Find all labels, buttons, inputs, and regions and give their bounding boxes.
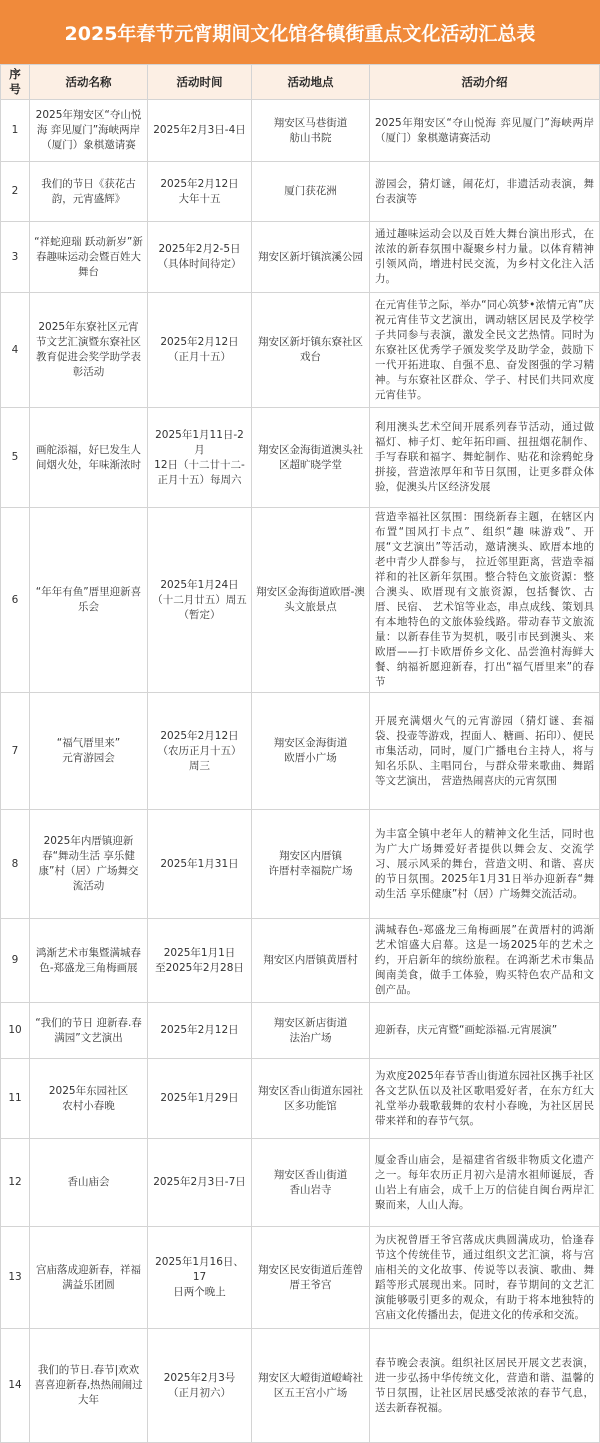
cell-name: “我们的节日 迎新春.春满园”文艺演出 [30,1003,148,1059]
cell-name: “福气厝里来” 元宵游园会 [30,693,148,810]
cell-index: 3 [0,222,30,293]
cell-location: 翔安区金海街道澳头社区超旷晓学堂 [252,408,370,508]
cell-index: 11 [0,1059,30,1139]
cell-intro: 春节晚会表演。组织社区居民开展文艺表演，进一步弘扬中华传统文化，营造和谐、温馨的节日氛围，让社区居民感受浓浓的春节气息，送去新春祝福。 [370,1329,600,1443]
cell-index: 2 [0,162,30,222]
cell-location: 翔安区新店街道 法治广场 [252,1003,370,1059]
cell-time: 2025年1月29日 [148,1059,252,1139]
cell-index: 8 [0,810,30,919]
cell-location: 厦门获花洲 [252,162,370,222]
table-row [0,919,600,1003]
cell-name: “年年有鱼”厝里迎新喜乐会 [30,508,148,693]
cell-index: 5 [0,408,30,508]
cell-location: 翔安区金海街道 欧厝小广场 [252,693,370,810]
cell-name: 2025年东园社区 农村小春晚 [30,1059,148,1139]
cell-time: 2025年1月11日-2月 12日（十二廿十二- 正月十五）每周六 [148,408,252,508]
cell-intro: 在元宵佳节之际，举办“同心筑梦•浓情元宵”庆祝元宵佳节文艺演出，调动辖区居民及学校学子共同参与表演，激发全民文艺热情。同时为东寮社区优秀学子颁发奖学及助学金，鼓励下一代开拓进取、自强不息、奋发图强的学习精神。与东寮社区群众、学子、村民们共同欢度元宵佳节。 [370,293,600,408]
table-row [0,693,600,810]
table-row [0,1227,600,1329]
column-header-location: 活动地点 [252,64,370,100]
table-row [0,222,600,293]
cell-intro: 厦金香山庙会，是福建省省级非物质文化遗产之一。每年农历正月初六是清水祖师诞辰，香山岩上有庙会，成千上万的信徒自闽台两岸汇聚而来，人山人海。 [370,1139,600,1227]
cell-intro: 为庆祝曾厝王爷宫落成庆典圆满成功，恰逢春节这个传统佳节，通过组织文艺汇演，将与宫庙相关的文化故事、传说等以表演、歌曲、舞蹈等形式展现出来。同时，春节期间的文艺汇演能够吸引更多的观众，有助于将本地独特的宫庙文化传播出去，促进文化的传承和交流。 [370,1227,600,1329]
cell-intro: 2025年翔安区“夺山悦海 弈见厦门”海峡两岸（厦门）象棋邀请赛活动 [370,100,600,162]
cell-location: 翔安区金海街道欧厝-澳头文旅景点 [252,508,370,693]
cell-location: 翔安区马巷街道 舫山书院 [252,100,370,162]
cell-index: 9 [0,919,30,1003]
cell-time: 2025年1月16日、17 日两个晚上 [148,1227,252,1329]
cell-location: 翔安区新圩镇东寮社区戏台 [252,293,370,408]
cell-intro: 满城春色-郑盛龙三角梅画展”在黄厝村的鸿渐艺术馆盛大启幕。这是一场2025年的艺术之约，开启新年的缤纷旅程。在鸿渐艺术市集品闽南美食，做手工体验，购买特色农产品和文创产品。 [370,919,600,1003]
cell-index: 7 [0,693,30,810]
cell-index: 1 [0,100,30,162]
cell-name: “祥蛇迎瑞 跃动新岁”新春趣味运动会暨百姓大舞台 [30,222,148,293]
cell-name: 香山庙会 [30,1139,148,1227]
column-header-time: 活动时间 [148,64,252,100]
cell-location: 翔安区大嶝街道嶝崎社区五王宫小广场 [252,1329,370,1443]
cell-location: 翔安区香山街道东园社区多功能馆 [252,1059,370,1139]
cell-index: 4 [0,293,30,408]
table-row [0,1329,600,1443]
cell-time: 2025年2月12日 [148,1003,252,1059]
cell-time: 2025年2月3日-4日 [148,100,252,162]
cell-index: 10 [0,1003,30,1059]
column-header-index: 序号 [0,64,30,100]
table-header-row [0,64,600,100]
table-row [0,508,600,693]
table-row [0,1059,600,1139]
table-row [0,293,600,408]
table-row [0,1139,600,1227]
cell-time: 2025年2月12日 大年十五 [148,162,252,222]
page-title: 2025年春节元宵期间文化馆各镇街重点文化活动汇总表 [0,0,600,64]
cell-time: 2025年1月1日 至2025年2月28日 [148,919,252,1003]
cell-name: 鸿渐艺术市集暨满城春色-郑盛龙三角梅画展 [30,919,148,1003]
activity-table [0,64,600,1443]
cell-name: 2025年内厝镇迎新春“舞动生活 享乐健康”村（居）广场舞交流活动 [30,810,148,919]
cell-name: 我们的节日.春节|欢欢喜喜迎新春,热热闹闹过大年 [30,1329,148,1443]
cell-intro: 利用澳头艺术空间开展系列春节活动，通过做福灯、柿子灯、蛇年拓印画、扭扭烟花制作、手写春联和福字、舞蛇制作、贴花和涂鸦蛇身拼接，营造浓厚年和节日氛围，让更多群众体验，促澳头片区经济发展 [370,408,600,508]
cell-location: 翔安区香山街道 香山岩寺 [252,1139,370,1227]
cell-time: 2025年2月2-5日 （具体时间待定） [148,222,252,293]
cell-name: 我们的节日《获花古韵，元宵盛辉》 [30,162,148,222]
cell-time: 2025年1月31日 [148,810,252,919]
cell-time: 2025年2月12日 （农历正月十五） 周三 [148,693,252,810]
cell-intro: 迎新春，庆元宵暨“画蛇添福.元宵展演” [370,1003,600,1059]
cell-index: 13 [0,1227,30,1329]
cell-name: 画舵添福，好巳发生人间烟火处，年味渐浓时 [30,408,148,508]
table-row [0,100,600,162]
table-row [0,408,600,508]
cell-name: 2025年东寮社区元宵节文艺汇演暨东寮社区教育促进会奖学助学表彰活动 [30,293,148,408]
cell-intro: 游园会，猜灯谜，闹花灯，非遗活动表演，舞台表演等 [370,162,600,222]
table-row [0,1003,600,1059]
cell-index: 12 [0,1139,30,1227]
cell-time: 2025年2月3号 （正月初六） [148,1329,252,1443]
cell-location: 翔安区民安街道后莲曾厝王爷宫 [252,1227,370,1329]
cell-time: 2025年2月12日 （正月十五） [148,293,252,408]
cell-location: 翔安区内厝镇黄厝村 [252,919,370,1003]
cell-location: 翔安区内厝镇 许厝村幸福院广场 [252,810,370,919]
cell-intro: 通过趣味运动会以及百姓大舞台演出形式，在浓浓的新春氛围中凝聚乡村力量。以体育精神引领风尚，增进村民交流，为乡村文化注入活力。 [370,222,600,293]
cell-name: 宫庙落成迎新春，祥福满益乐团圆 [30,1227,148,1329]
cell-index: 14 [0,1329,30,1443]
table-row [0,162,600,222]
cell-location: 翔安区新圩镇滨溪公园 [252,222,370,293]
column-header-intro: 活动介绍 [370,64,600,100]
cell-index: 6 [0,508,30,693]
cell-time: 2025年1月24日 （十二月廿五）周五 （暂定） [148,508,252,693]
cell-intro: 开展充满烟火气的元宵游园（猜灯谜、套福袋、投壶等游戏，捏面人、糖画、拓印）、便民市集活动，同时，厦门广播电台主持人，将与知名乐队、主唱同台，与群众带来歌曲、舞蹈等文艺演出， 营造热闹喜庆的元宵氛围 [370,693,600,810]
cell-intro: 为丰富全镇中老年人的精神文化生活，同时也为广大广场舞爱好者提供以舞会友、交流学习、展示风采的舞台，营造文明、和谐、喜庆的节日氛围。2025年1月31日举办迎新春“舞动生活 享乐健康”村（居）广场舞交流活动。 [370,810,600,919]
column-header-name: 活动名称 [30,64,148,100]
table-row [0,810,600,919]
cell-name: 2025年翔安区“夺山悦海 弈见厦门”海峡两岸（厦门）象棋邀请赛 [30,100,148,162]
cell-intro: 为欢度2025年春节香山街道东园社区携手社区各文艺队伍以及社区歌唱爱好者，在东方红大礼堂举办载歌载舞的农村小春晚，为社区居民带来祥和的春节气氛。 [370,1059,600,1139]
cell-time: 2025年2月3日-7日 [148,1139,252,1227]
cell-intro: 营造幸福社区氛围：围绕新春主题，在辖区内布置“国风打卡点”、组织“趣 味游戏”、开展“文艺演出”等活动，邀请澳头、欧厝本地的老中青少人群参与， 拉近邻里距离，营造幸福祥和的社区新年氛围。整合特色文旅资源：整合澳头、欧厝现有文旅资源，包括餐饮、古厝、民宿、 艺术馆等业态，串点成线、策划具有本地特色的文旅体验线路。带动春节文旅流量：以新春佳节为契机，吸引市民到澳头、来欧厝——打卡欧厝侨乡文化、品尝渔村海鲜大餐、纳福祈愿迎新春，打出“福气厝里来”的春节 [370,508,600,693]
